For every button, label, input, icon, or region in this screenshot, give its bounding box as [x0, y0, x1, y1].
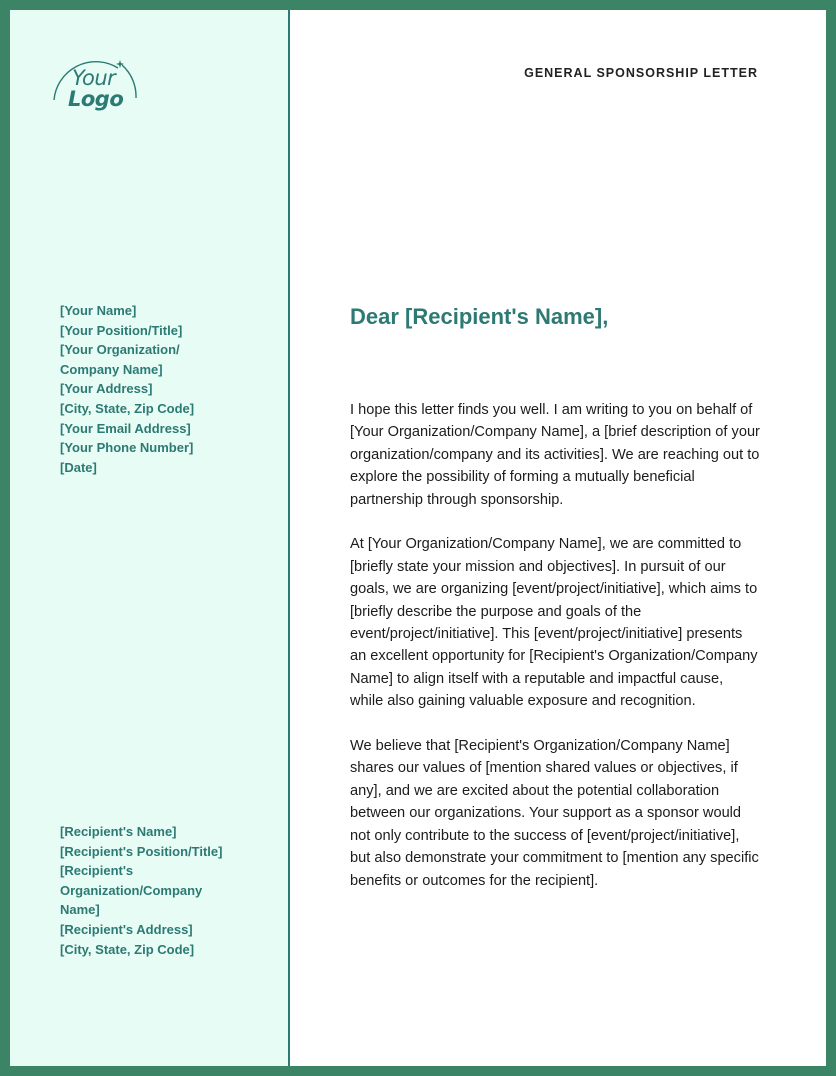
body-paragraph-1: I hope this letter finds you well. I am writing to you on behalf of [Your Organization/Company Name], a [brief description of your organization/company and its activities]. We are reaching out to explore the possibility of forming a mutually beneficial partnership through sponsorship.	[350, 402, 760, 508]
recipient-organization: [Recipient's	[60, 863, 134, 879]
sender-city: [City, State, Zip Code]	[60, 400, 195, 416]
recipient-organization-end: Name]	[60, 902, 100, 918]
letter-body	[350, 399, 760, 914]
recipient-organization-cont: Organization/Company	[60, 882, 203, 898]
sender-date: [Date]	[60, 459, 97, 475]
body-paragraph-3: We believe that [Recipient's Organization/Company Name] shares our values of [mention shared values or objectives, if any], and we are excited about the potential collaboration between our organizations. Your support as a sponsor would not only contribute to the success of [event/project/initiative], but also demonstrate your commitment to [mention any specific benefits or outcomes for the recipient].	[350, 738, 759, 889]
recipient-name: [Recipient's Name]	[60, 824, 177, 839]
letter-page	[10, 10, 826, 1066]
sender-position: [Your Position/Title]	[60, 322, 183, 338]
sender-phone: [Your Phone Number]	[60, 440, 194, 456]
salutation: Dear [Recipient's Name],	[350, 304, 609, 329]
sender-address: [Your Address]	[60, 381, 153, 397]
recipient-city: [City, State, Zip Code]	[60, 941, 195, 957]
logo	[50, 52, 142, 114]
logo-text-line1: Your	[72, 66, 116, 90]
logo-text-line2: Logo	[68, 87, 124, 111]
document-title: GENERAL SPONSORSHIP LETTER	[524, 66, 758, 80]
recipient-position: [Recipient's Position/Title]	[60, 843, 223, 859]
sender-organization-cont: Company Name]	[60, 361, 163, 377]
sender-organization: [Your Organization/	[60, 342, 180, 358]
body-paragraph-2: At [Your Organization/Company Name], we are committed to [briefly state your mission and objectives]. In pursuit of our goals, we are organizing [event/project/initiative], which aims to [briefly describe the purpose and goals of the event/project/initiative]. This [event/project/initiative] presents an excellent opportunity for [Recipient's Organization/Company Name] to align itself with a reputable and impactful cause, while also gaining valuable exposure and recognition.	[350, 536, 758, 710]
sidebar	[10, 10, 290, 1066]
recipient-address: [Recipient's Address]	[60, 921, 193, 937]
sender-name: [Your Name]	[60, 303, 137, 318]
sender-details	[60, 301, 260, 477]
sender-email: [Your Email Address]	[60, 420, 191, 436]
recipient-details	[60, 822, 260, 959]
